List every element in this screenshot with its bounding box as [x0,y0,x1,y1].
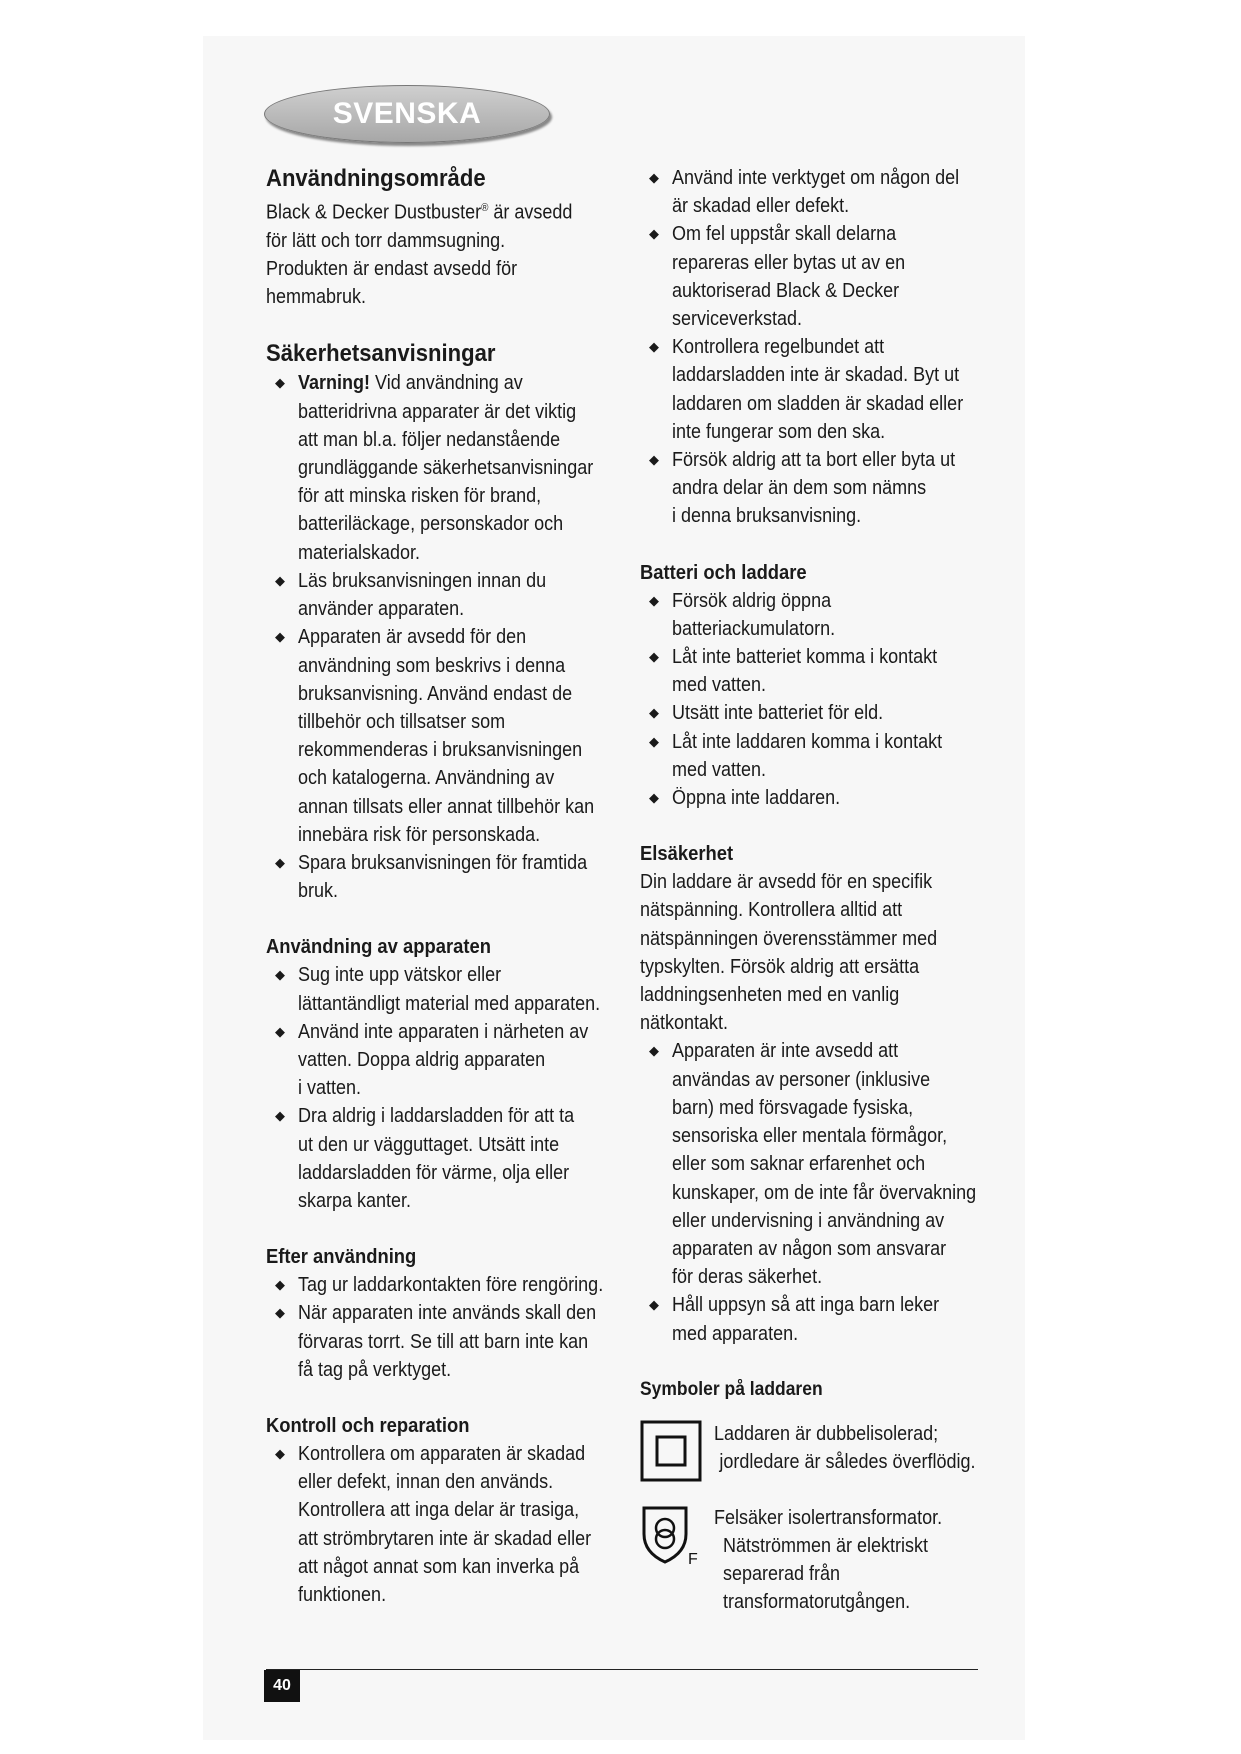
language-label: SVENSKA [332,97,482,130]
heading-inspection: Kontroll och reparation [266,1414,470,1437]
symbol-double-insulated: Laddaren är dubbelisolerad; jordledare är således överflödig. [640,1420,1010,1482]
list-item: ◆ Öppna inte laddaren. [640,784,1010,812]
list-item: ◆ Läs bruksanvisningen innan du använder apparaten. [266,567,626,623]
page-number: 40 [264,1670,300,1702]
battery-list [640,587,1010,813]
list-item: ◆ Sug inte upp vätskor eller lättantändligt material med apparaten. [266,961,626,1017]
list-item: ◆ Apparaten är avsedd för den användning som beskrivs i denna bruksanvisning. Använd endast de tillbehör och tillsatser som rekommenderas i bruksanvisningen och katalogerna. Användning av annan tillsats eller annat tillbehör kan innebära risk för personskada. [266,623,626,849]
heading-safety: Säkerhetsanvisningar [266,340,496,368]
list-item: ◆ Låt inte laddaren komma i kontakt med vatten. [640,728,1010,784]
section-symbols [640,1376,1010,1616]
left-column [266,164,626,1609]
section-repair-continued [640,164,1010,531]
list-item: ◆ Varning! Vid användning av batteridrivna apparater är det viktig att man bl.a. följer nedanstående grundläggande säkerhetsanvisningar för att minska risken för brand, batteriläckage, personskador och materialskador. [266,369,626,566]
intended-use-line: Produkten är endast avsedd för [266,258,518,281]
after-use-list [266,1271,626,1384]
list-item: ◆ Håll uppsyn så att inga barn leker med apparaten. [640,1291,1010,1347]
list-item: ◆ Dra aldrig i laddarsladden för att ta ut den ur vägguttaget. Utsätt inte laddarsladden för värme, olja eller skarpa kanter. [266,1102,626,1215]
language-tab [264,85,550,143]
section-safety [266,339,626,905]
list-item: ◆ Kontrollera regelbundet att laddarsladden inte är skadad. Byt ut laddaren om sladden är skadad eller inte fungerar som den ska. [640,333,1010,446]
right-column [640,164,1010,1616]
list-item: ◆ Använd inte apparaten i närheten av vatten. Doppa aldrig apparaten i vatten. [266,1018,626,1103]
svg-text:F: F [688,1550,698,1566]
list-item: ◆ Om fel uppstår skall delarna repareras eller bytas ut av en auktoriserad Black & Decker serviceverkstad. [640,220,1010,333]
list-item: ◆ När apparaten inte används skall den förvaras torrt. Se till att barn inte kan få tag på verktyget. [266,1299,626,1384]
symbol-transformer: F Felsäker isolertransformator. Nätströmmen är elektriskt separerad från transformatorutgången. [640,1504,1010,1616]
list-item: ◆ Spara bruksanvisningen för framtida bruk. [266,849,626,905]
heading-after-use: Efter användning [266,1246,417,1269]
warning-label: Varning! [298,372,371,395]
heading-battery: Batteri och laddare [640,561,807,584]
list-item: ◆ Försök aldrig att ta bort eller byta ut andra delar än dem som nämns i denna bruksanvisning. [640,446,1010,531]
list-item: ◆ Utsätt inte batteriet för eld. [640,699,1010,727]
repair-list [640,164,1010,531]
electrical-paragraph: Din laddare är avsedd för en specifik nätspänning. Kontrollera alltid att nätspänningen överensstämmer med typskylten. Försök aldrig att ersätta laddningsenheten med en vanlig nätkontakt. [640,871,938,1035]
heading-symbols: Symboler på laddaren [640,1378,823,1400]
heading-electrical: Elsäkerhet [640,843,734,866]
safety-list [266,369,626,905]
list-item: ◆ Använd inte verktyget om någon del är skadad eller defekt. [640,164,1010,220]
list-item: ◆ Apparaten är inte avsedd att användas av personer (inklusive barn) med försvagade fysiska, sensoriska eller mentala förmågor, eller som saknar erfarenhet och kunskaper, om de inte får övervakning eller undervisning i användning av apparaten av någon som ansvarar för deras säkerhet. [640,1037,1010,1291]
inspection-list [266,1440,626,1609]
intended-use-line: Black & Decker Dustbuster® är avsedd [266,201,573,224]
heading-usage: Användning av apparaten [266,936,491,959]
list-item: ◆ Tag ur laddarkontakten före rengöring. [266,1271,626,1299]
list-item: ◆ Låt inte batteriet komma i kontakt med vatten. [640,643,1010,699]
section-usage [266,933,626,1215]
section-electrical [640,840,1010,1347]
section-intended-use [266,164,626,311]
intended-use-text [266,194,626,311]
double-insulation-icon [640,1420,702,1482]
safety-transformer-icon [640,1504,702,1566]
intended-use-line: för lätt och torr dammsugning. [266,229,506,252]
section-after-use [266,1243,626,1384]
footer-rule [266,1669,978,1670]
intended-use-line: hemmabruk. [266,286,367,309]
list-item: ◆ Försök aldrig öppna batteriackumulatorn. [640,587,1010,643]
electrical-list [640,1037,1010,1347]
list-item: ◆ Kontrollera om apparaten är skadad eller defekt, innan den används. Kontrollera att inga delar är trasiga, att strömbrytaren inte är skadad eller att något annat som kan inverka på funktionen. [266,1440,626,1609]
section-inspection [266,1412,626,1609]
section-battery [640,559,1010,813]
usage-list [266,961,626,1215]
heading-intended-use: Användningsområde [266,165,486,192]
